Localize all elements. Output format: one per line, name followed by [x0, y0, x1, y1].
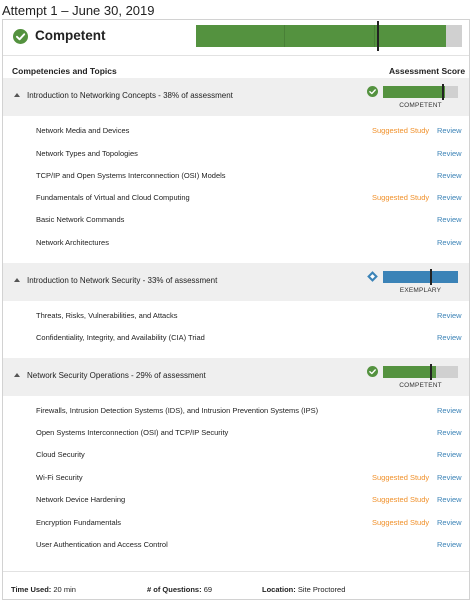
review-link[interactable]: Review: [437, 428, 462, 437]
overall-score-bar: [196, 25, 462, 47]
topic-label: Confidentiality, Integrity, and Availability (CIA) Triad: [36, 333, 205, 342]
footer-location-label: Location:: [262, 585, 296, 594]
section-title: Introduction to Networking Concepts - 38% of assessment: [27, 91, 233, 100]
column-header-competencies: Competencies and Topics: [12, 66, 117, 76]
topic-label: User Authentication and Access Control: [36, 540, 168, 549]
divider: [3, 571, 469, 572]
section-score-bar: [383, 366, 458, 378]
review-link[interactable]: Review: [437, 193, 462, 202]
topic-label: Encryption Fundamentals: [36, 518, 122, 527]
suggested-study-link[interactable]: Suggested Study: [372, 495, 430, 504]
footer-questions-value: 69: [203, 585, 213, 594]
suggested-study-link[interactable]: Suggested Study: [372, 518, 430, 527]
divider: [3, 55, 469, 56]
footer-time-label: Time Used:: [11, 585, 52, 594]
review-link[interactable]: Review: [437, 333, 462, 342]
check-circle-icon: [367, 366, 378, 377]
section-security-operations[interactable]: [3, 358, 469, 396]
section-score-fill: [383, 271, 458, 283]
review-link[interactable]: Review: [437, 540, 462, 549]
overall-score-fill: [196, 25, 446, 47]
overall-result-label: Competent: [35, 28, 106, 43]
section-status-label: EXEMPLARY: [399, 287, 442, 294]
section-threshold-marker: [430, 364, 432, 380]
topic-label: Network Types and Topologies: [36, 149, 138, 158]
topic-label: Network Architectures: [36, 238, 109, 247]
topic-label: Threats, Risks, Vulnerabilities, and Attacks: [36, 311, 178, 320]
topic-label: Firewalls, Intrusion Detection Systems (IDS), and Intrusion Prevention Systems (IPS): [36, 406, 319, 415]
review-link[interactable]: Review: [437, 450, 462, 459]
footer-location: [262, 585, 345, 594]
review-link[interactable]: Review: [437, 238, 462, 247]
footer-time-value: 20 min: [53, 585, 76, 594]
section-score-bar: [383, 86, 458, 98]
footer-location-value: Site Proctored: [297, 585, 346, 594]
results-panel: [2, 19, 470, 600]
topic-label: Network Device Hardening: [36, 495, 126, 504]
footer-question-count: [147, 585, 212, 594]
section-score-fill: [383, 86, 445, 98]
chevron-up-icon[interactable]: [14, 373, 20, 377]
topic-label: Wi-Fi Security: [36, 473, 83, 482]
review-link[interactable]: Review: [437, 495, 462, 504]
section-score-fill: [383, 366, 436, 378]
section-score-bar: [383, 271, 458, 283]
overall-result: [3, 20, 469, 55]
section-status-label: COMPETENT: [399, 382, 442, 389]
suggested-study-link[interactable]: Suggested Study: [372, 193, 430, 202]
footer-time-used: [11, 585, 76, 594]
section-threshold-marker: [442, 84, 444, 100]
section-network-security[interactable]: [3, 263, 469, 301]
chevron-up-icon[interactable]: [14, 93, 20, 97]
topic-label: Open Systems Interconnection (OSI) and TCP/IP Security: [36, 428, 229, 437]
competent-threshold-marker: [377, 21, 379, 51]
section-status-label: COMPETENT: [399, 102, 442, 109]
section-networking-concepts[interactable]: [3, 78, 469, 116]
topic-label: Cloud Security: [36, 450, 85, 459]
section-title: Network Security Operations - 29% of assessment: [27, 371, 206, 380]
section-threshold-marker: [430, 269, 432, 285]
check-circle-icon: [367, 86, 378, 97]
footer-questions-label: # of Questions:: [147, 585, 202, 594]
review-link[interactable]: Review: [437, 149, 462, 158]
topic-label: Basic Network Commands: [36, 215, 125, 224]
review-link[interactable]: Review: [437, 406, 462, 415]
review-link[interactable]: Review: [437, 473, 462, 482]
bar-gridline: [284, 25, 285, 47]
review-link[interactable]: Review: [437, 311, 462, 320]
column-header-score: Assessment Score: [389, 66, 466, 76]
review-link[interactable]: Review: [437, 126, 462, 135]
section-title: Introduction to Network Security - 33% of assessment: [27, 276, 218, 285]
topic-label: TCP/IP and Open Systems Interconnection (OSI) Models: [36, 171, 226, 180]
review-link[interactable]: Review: [437, 171, 462, 180]
suggested-study-link[interactable]: Suggested Study: [372, 473, 430, 482]
attempt-title: Attempt 1 – June 30, 2019: [2, 3, 155, 18]
check-circle-icon: [13, 29, 28, 44]
suggested-study-link[interactable]: Suggested Study: [372, 126, 430, 135]
topic-label: Network Media and Devices: [36, 126, 130, 135]
topic-label: Fundamentals of Virtual and Cloud Computing: [36, 193, 190, 202]
review-link[interactable]: Review: [437, 518, 462, 527]
diamond-icon: [367, 271, 378, 282]
chevron-up-icon[interactable]: [14, 278, 20, 282]
review-link[interactable]: Review: [437, 215, 462, 224]
bar-gridline: [374, 25, 375, 47]
